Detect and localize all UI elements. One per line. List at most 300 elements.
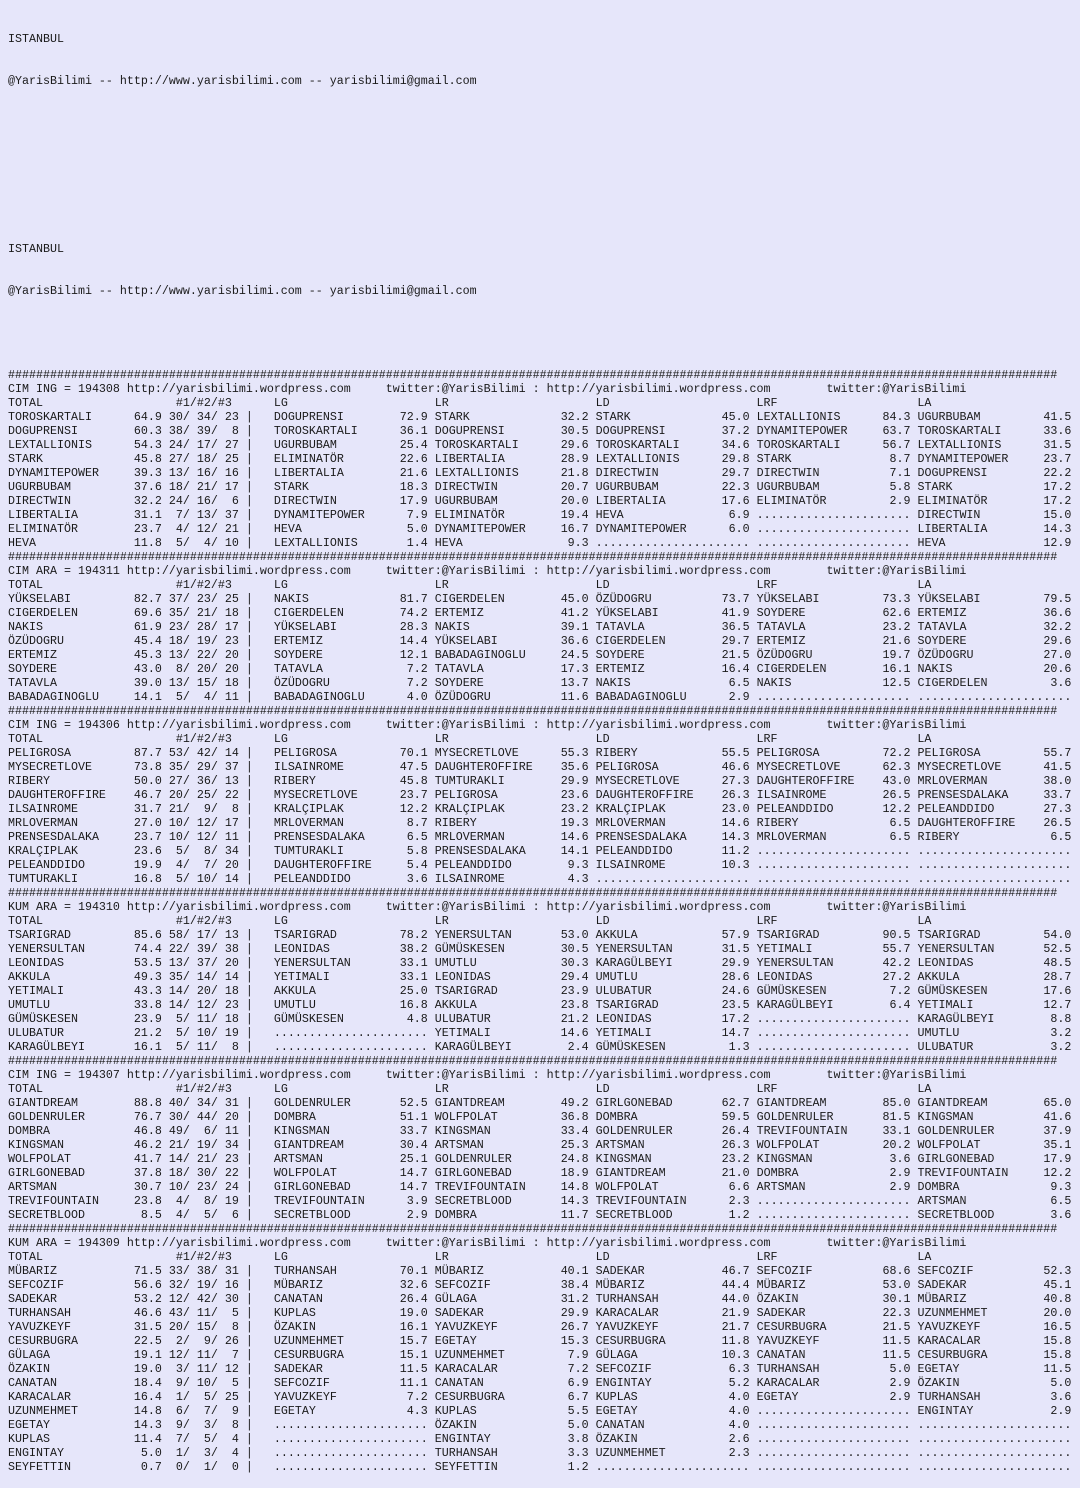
total-score: 53.2: [133, 1292, 162, 1306]
la-score: 35.1: [1043, 1138, 1072, 1152]
pipe-divider: |: [238, 606, 274, 620]
column-headers: [8, 732, 1071, 746]
column-header-lrf: LRF: [756, 914, 918, 928]
total-score: 45.4: [133, 634, 162, 648]
lr-score: 30.3: [560, 956, 596, 970]
la-name: ÖZÜDOGRU: [917, 648, 1044, 662]
total-name: SEFCOZIF: [8, 1278, 134, 1292]
rank-2: 12/: [189, 998, 218, 1012]
la-name: PRENSESDALAKA: [917, 788, 1044, 802]
la-name: HEVA: [917, 536, 1044, 550]
ld-score: 26.4: [721, 1124, 757, 1138]
ld-name: UZUNMEHMET: [595, 1446, 722, 1460]
lrf-name: NAKIS: [756, 676, 883, 690]
lrf-score: 6.4: [882, 998, 918, 1012]
la-name: CESURBUGRA: [917, 1348, 1044, 1362]
table-row: [8, 928, 1071, 942]
la-score: 16.5: [1043, 1320, 1072, 1334]
lg-name: GOLDENRULER: [273, 1096, 400, 1110]
separator: ######################################################################################################################################################: [8, 550, 1058, 564]
lg-score: 25.0: [399, 984, 435, 998]
pipe-divider: |: [238, 466, 274, 480]
total-score: 5.0: [133, 1446, 162, 1460]
total-name: ELIMINATÖR: [8, 522, 134, 536]
rank-3: 14: [217, 746, 239, 760]
pipe-divider: |: [238, 970, 274, 984]
rank-2: 21/: [189, 480, 218, 494]
column-header-la: LA: [917, 914, 932, 928]
column-header-la: LA: [917, 578, 932, 592]
table-row: [8, 438, 1071, 452]
table-row: [8, 1446, 1071, 1460]
lr-score: 25.3: [560, 1138, 596, 1152]
lg-score: 28.3: [399, 620, 435, 634]
lrf-empty: ......................: [756, 872, 918, 886]
lrf-name: MRLOVERMAN: [756, 830, 883, 844]
column-header-ld: LD: [595, 1082, 757, 1096]
la-score: 14.3: [1043, 522, 1072, 536]
la-score: 27.3: [1043, 802, 1072, 816]
site-link: http://yarisbilimi.wordpress.com: [126, 718, 351, 732]
lg-score: 4.8: [399, 1012, 435, 1026]
lr-score: 5.0: [560, 1418, 596, 1432]
lr-name: DOGUPRENSI: [434, 424, 561, 438]
total-name: DYNAMITEPOWER: [8, 466, 134, 480]
table-row: [8, 956, 1071, 970]
twitter-handle: twitter:@YarisBilimi: [826, 564, 967, 578]
la-name: ERTEMIZ: [917, 606, 1044, 620]
total-name: MYSECRETLOVE: [8, 760, 134, 774]
lg-score: 32.6: [399, 1278, 435, 1292]
lg-score: 45.8: [399, 774, 435, 788]
lg-name: DIRECTWIN: [273, 494, 400, 508]
separator: ######################################################################################################################################################: [8, 1054, 1058, 1068]
ld-name: YETIMALI: [595, 1026, 722, 1040]
rank-2: 20/: [189, 984, 218, 998]
lr-score: 14.6: [560, 830, 596, 844]
rank-1: 20/: [161, 788, 190, 802]
lg-score: 33.1: [399, 956, 435, 970]
column-header-ld: LD: [595, 732, 757, 746]
total-name: DIRECTWIN: [8, 494, 134, 508]
lrf-score: 20.2: [882, 1138, 918, 1152]
la-score: 54.0: [1043, 928, 1072, 942]
ld-score: 29.8: [721, 452, 757, 466]
pipe-divider: |: [238, 1180, 274, 1194]
total-score: 18.4: [133, 1376, 162, 1390]
table-row: [8, 1278, 1071, 1292]
total-name: UZUNMEHMET: [8, 1404, 134, 1418]
lr-score: 32.2: [560, 410, 596, 424]
ld-name: YÜKSELABI: [595, 606, 722, 620]
rank-1: 13/: [161, 648, 190, 662]
lg-name: DYNAMITEPOWER: [273, 508, 400, 522]
table-row: [8, 998, 1071, 1012]
table-row: [8, 466, 1071, 480]
lr-name: LEXTALLIONIS: [434, 466, 561, 480]
ld-score: 29.9: [721, 956, 757, 970]
lg-name: SEFCOZIF: [273, 1376, 400, 1390]
ld-name: KINGSMAN: [595, 1152, 722, 1166]
ld-score: 17.6: [721, 494, 757, 508]
ld-name: KRALÇIPLAK: [595, 802, 722, 816]
lrf-score: 11.5: [882, 1334, 918, 1348]
table-row: [8, 690, 1071, 704]
rank-1: 3/: [161, 1362, 190, 1376]
total-score: 87.7: [133, 746, 162, 760]
lr-score: 5.5: [560, 1404, 596, 1418]
blank-line: [8, 326, 1071, 340]
lg-score: 17.9: [399, 494, 435, 508]
lg-score: 3.6: [399, 872, 435, 886]
rank-3: 18: [217, 984, 239, 998]
ld-score: 46.6: [721, 760, 757, 774]
lrf-score: 62.6: [882, 606, 918, 620]
column-header-lrf: LRF: [756, 396, 918, 410]
lrf-name: MYSECRETLOVE: [756, 760, 883, 774]
lg-score: 22.6: [399, 452, 435, 466]
ld-name: HEVA: [595, 508, 722, 522]
lg-score: 25.1: [399, 1152, 435, 1166]
rank-1: 33/: [161, 1264, 190, 1278]
ld-name: NAKIS: [595, 676, 722, 690]
la-score: 22.2: [1043, 466, 1072, 480]
lrf-score: 26.5: [882, 788, 918, 802]
total-score: 30.7: [133, 1180, 162, 1194]
ld-score: 21.9: [721, 1306, 757, 1320]
pipe-divider: |: [238, 942, 274, 956]
lr-name: UGURBUBAM: [434, 494, 561, 508]
la-name: UMUTLU: [917, 1026, 1044, 1040]
rank-3: 23: [217, 634, 239, 648]
pipe-divider: |: [238, 634, 274, 648]
lr-name: TREVIFOUNTAIN: [434, 1180, 561, 1194]
total-name: KARACALAR: [8, 1390, 134, 1404]
total-name: BABADAGINOGLU: [8, 690, 134, 704]
lg-score: 12.1: [399, 648, 435, 662]
ld-name: BABADAGINOGLU: [595, 690, 722, 704]
lg-name: MÜBARIZ: [273, 1278, 400, 1292]
ld-name: PELEANDDIDO: [595, 844, 722, 858]
la-empty: ......................: [917, 844, 1072, 858]
la-name: TATAVLA: [917, 620, 1044, 634]
lr-name: CESURBUGRA: [434, 1390, 561, 1404]
lrf-score: 7.1: [882, 466, 918, 480]
lrf-name: TURHANSAH: [756, 1362, 883, 1376]
lrf-empty: ......................: [756, 536, 918, 550]
lr-score: 3.8: [560, 1432, 596, 1446]
total-score: 0.7: [133, 1460, 162, 1474]
la-name: SECRETBLOOD: [917, 1208, 1044, 1222]
pipe-divider: |: [238, 1334, 274, 1348]
spacer: [351, 382, 386, 396]
lg-name: DAUGHTEROFFIRE: [273, 858, 400, 872]
lg-score: 8.7: [399, 816, 435, 830]
lr-score: 19.3: [560, 816, 596, 830]
lrf-score: 27.2: [882, 970, 918, 984]
spacer: [771, 1236, 827, 1250]
rank-2: 39/: [189, 424, 218, 438]
spacer: [351, 564, 386, 578]
rank-3: 6: [217, 1208, 239, 1222]
rank-1: 43/: [161, 1306, 190, 1320]
total-score: 23.8: [133, 1194, 162, 1208]
separator-line: [8, 1222, 1071, 1236]
ld-name: GÜLAGA: [595, 1348, 722, 1362]
rank-3: 22: [217, 788, 239, 802]
total-name: GOLDENRULER: [8, 1110, 134, 1124]
rank-3: 16: [217, 1278, 239, 1292]
pipe-divider: |: [238, 1460, 274, 1474]
ld-name: LEXTALLIONIS: [595, 452, 722, 466]
column-header-ranks: #1/#2/#3: [175, 914, 274, 928]
rank-3: 16: [217, 466, 239, 480]
rank-2: 28/: [189, 620, 218, 634]
total-name: NAKIS: [8, 620, 134, 634]
ld-score: 34.6: [721, 438, 757, 452]
lr-score: 36.8: [560, 1110, 596, 1124]
lr-name: UZUNMEHMET: [434, 1348, 561, 1362]
la-score: 20.0: [1043, 1306, 1072, 1320]
lr-name: PRENSESDALAKA: [434, 844, 561, 858]
table-row: [8, 1418, 1071, 1432]
rank-2: 23/: [189, 1180, 218, 1194]
lr-score: 49.2: [560, 1096, 596, 1110]
ld-name: GIANTDREAM: [595, 1166, 722, 1180]
total-name: ÖZAKIN: [8, 1362, 134, 1376]
total-score: 19.9: [133, 858, 162, 872]
table-row: [8, 872, 1071, 886]
rank-2: 10/: [189, 1026, 218, 1040]
ld-name: ILSAINROME: [595, 858, 722, 872]
rank-1: 38/: [161, 424, 190, 438]
lr-score: 17.3: [560, 662, 596, 676]
total-score: 45.8: [133, 452, 162, 466]
results-report: [8, 4, 1071, 1488]
table-row: [8, 1306, 1071, 1320]
total-score: 71.5: [133, 1264, 162, 1278]
lg-name: SADEKAR: [273, 1362, 400, 1376]
pipe-divider: |: [238, 1124, 274, 1138]
la-name: LEXTALLIONIS: [917, 438, 1044, 452]
total-name: SADEKAR: [8, 1292, 134, 1306]
la-empty: ......................: [917, 1460, 1072, 1474]
lg-name: PRENSESDALAKA: [273, 830, 400, 844]
lrf-score: 12.5: [882, 676, 918, 690]
rank-3: 20: [217, 1110, 239, 1124]
lrf-name: PELEANDDIDO: [756, 802, 883, 816]
ld-score: 55.5: [721, 746, 757, 760]
pipe-divider: |: [238, 956, 274, 970]
rank-3: 17: [217, 816, 239, 830]
site-link: http://yarisbilimi.wordpress.com: [126, 1236, 351, 1250]
lg-name: CESURBUGRA: [273, 1348, 400, 1362]
lr-score: 3.3: [560, 1446, 596, 1460]
section-title: CIM ING = 194307: [8, 1068, 120, 1082]
lrf-name: KINGSMAN: [756, 1152, 883, 1166]
la-score: 3.2: [1043, 1040, 1072, 1054]
total-score: 31.7: [133, 802, 162, 816]
pipe-divider: |: [238, 1404, 274, 1418]
rank-1: 12/: [161, 1292, 190, 1306]
total-score: 61.9: [133, 620, 162, 634]
rank-2: 7/: [189, 858, 218, 872]
la-score: 3.2: [1043, 1026, 1072, 1040]
lg-name: DOMBRA: [273, 1110, 400, 1124]
rank-1: 35/: [161, 606, 190, 620]
rank-2: 12/: [189, 830, 218, 844]
rank-3: 14: [217, 970, 239, 984]
pipe-divider: |: [238, 1194, 274, 1208]
la-score: 12.7: [1043, 998, 1072, 1012]
rank-1: 24/: [161, 438, 190, 452]
total-score: 88.8: [133, 1096, 162, 1110]
la-empty: ......................: [917, 1446, 1072, 1460]
table-row: [8, 1124, 1071, 1138]
lrf-score: 2.9: [882, 494, 918, 508]
rank-1: 18/: [161, 480, 190, 494]
table-row: [8, 746, 1071, 760]
la-name: MÜBARIZ: [917, 1292, 1044, 1306]
total-score: 73.8: [133, 760, 162, 774]
lg-name: AKKULA: [273, 984, 400, 998]
total-name: CESURBUGRA: [8, 1334, 134, 1348]
total-score: 50.0: [133, 774, 162, 788]
twitter-handle: twitter:@YarisBilimi: [826, 1068, 967, 1082]
ld-score: 24.6: [721, 984, 757, 998]
la-empty: ......................: [917, 872, 1072, 886]
lrf-empty: ......................: [756, 1460, 918, 1474]
total-score: 69.6: [133, 606, 162, 620]
la-name: CIGERDELEN: [917, 676, 1044, 690]
lg-score: 78.2: [399, 928, 435, 942]
lr-name: MÜBARIZ: [434, 1264, 561, 1278]
lrf-score: 85.0: [882, 1096, 918, 1110]
lr-score: 45.0: [560, 592, 596, 606]
twitter-handle: twitter:@YarisBilimi: [826, 718, 967, 732]
table-row: [8, 452, 1071, 466]
total-score: 32.2: [133, 494, 162, 508]
ld-score: 16.4: [721, 662, 757, 676]
rank-2: 11/: [189, 1040, 218, 1054]
rank-2: 8/: [189, 1194, 218, 1208]
total-name: DOGUPRENSI: [8, 424, 134, 438]
rank-2: 37/: [189, 956, 218, 970]
la-score: 15.0: [1043, 508, 1072, 522]
total-name: LIBERTALIA: [8, 508, 134, 522]
lg-score: 7.2: [399, 1390, 435, 1404]
lrf-name: LEXTALLIONIS: [756, 410, 883, 424]
spacer: :: [525, 1068, 547, 1082]
rank-3: 11: [217, 1124, 239, 1138]
rank-2: 19/: [189, 1138, 218, 1152]
lg-name: LEONIDAS: [273, 942, 400, 956]
rank-1: 58/: [161, 928, 190, 942]
total-name: SOYDERE: [8, 662, 134, 676]
lrf-score: 73.3: [882, 592, 918, 606]
lr-name: MYSECRETLOVE: [434, 746, 561, 760]
lrf-empty: ......................: [756, 1446, 918, 1460]
total-name: DOMBRA: [8, 1124, 134, 1138]
rank-1: 30/: [161, 410, 190, 424]
lr-name: ILSAINROME: [434, 872, 561, 886]
lr-score: 6.7: [560, 1390, 596, 1404]
rank-1: 4/: [161, 1194, 190, 1208]
lrf-score: 21.6: [882, 634, 918, 648]
lrf-score: 3.6: [882, 1152, 918, 1166]
lg-name: EGETAY: [273, 1404, 400, 1418]
rank-2: 22/: [189, 648, 218, 662]
ld-score: 21.5: [721, 648, 757, 662]
lg-score: 3.9: [399, 1194, 435, 1208]
total-name: YÜKSELABI: [8, 592, 134, 606]
ld-empty: ......................: [595, 536, 757, 550]
lg-score: 12.2: [399, 802, 435, 816]
lrf-name: MÜBARIZ: [756, 1278, 883, 1292]
pipe-divider: |: [238, 928, 274, 942]
ld-score: 26.3: [721, 788, 757, 802]
total-score: 23.7: [133, 522, 162, 536]
la-name: EGETAY: [917, 1362, 1044, 1376]
lr-name: TOROSKARTALI: [434, 438, 561, 452]
total-name: AKKULA: [8, 970, 134, 984]
lr-score: 14.8: [560, 1180, 596, 1194]
separator-line: [8, 704, 1071, 718]
rank-1: 18/: [161, 1166, 190, 1180]
lg-name: ÖZAKIN: [273, 1320, 400, 1334]
table-row: [8, 606, 1071, 620]
ld-name: RIBERY: [595, 746, 722, 760]
ld-score: 45.0: [721, 410, 757, 424]
pipe-divider: |: [238, 830, 274, 844]
spacer: [771, 564, 827, 578]
lr-score: 36.6: [560, 634, 596, 648]
ld-score: 2.6: [721, 1432, 757, 1446]
table-row: [8, 536, 1071, 550]
lrf-score: 22.3: [882, 1306, 918, 1320]
lg-score: 7.2: [399, 662, 435, 676]
lr-score: 20.7: [560, 480, 596, 494]
pipe-divider: |: [238, 998, 274, 1012]
lrf-score: 63.7: [882, 424, 918, 438]
la-empty: ......................: [917, 858, 1072, 872]
lrf-score: 6.5: [882, 830, 918, 844]
ld-name: DIRECTWIN: [595, 466, 722, 480]
lg-name: SOYDERE: [273, 648, 400, 662]
pipe-divider: |: [238, 1362, 274, 1376]
ld-name: MRLOVERMAN: [595, 816, 722, 830]
lrf-name: ÖZÜDOGRU: [756, 648, 883, 662]
lg-name: CIGERDELEN: [273, 606, 400, 620]
rank-1: 7/: [161, 508, 190, 522]
lrf-score: 7.2: [882, 984, 918, 998]
lr-name: DOMBRA: [434, 1208, 561, 1222]
pipe-divider: |: [238, 746, 274, 760]
pipe-divider: |: [238, 424, 274, 438]
la-score: 48.5: [1043, 956, 1072, 970]
rank-3: 12: [217, 1362, 239, 1376]
table-row: [8, 620, 1071, 634]
column-header-ld: LD: [595, 1250, 757, 1264]
column-header-total: TOTAL: [8, 396, 176, 410]
column-header-total: TOTAL: [8, 1082, 176, 1096]
la-name: YAVUZKEYF: [917, 1320, 1044, 1334]
lr-name: LIBERTALIA: [434, 452, 561, 466]
ld-score: 44.0: [721, 1292, 757, 1306]
rank-2: 39/: [189, 942, 218, 956]
pipe-divider: |: [238, 1446, 274, 1460]
rank-3: 8: [217, 1040, 239, 1054]
